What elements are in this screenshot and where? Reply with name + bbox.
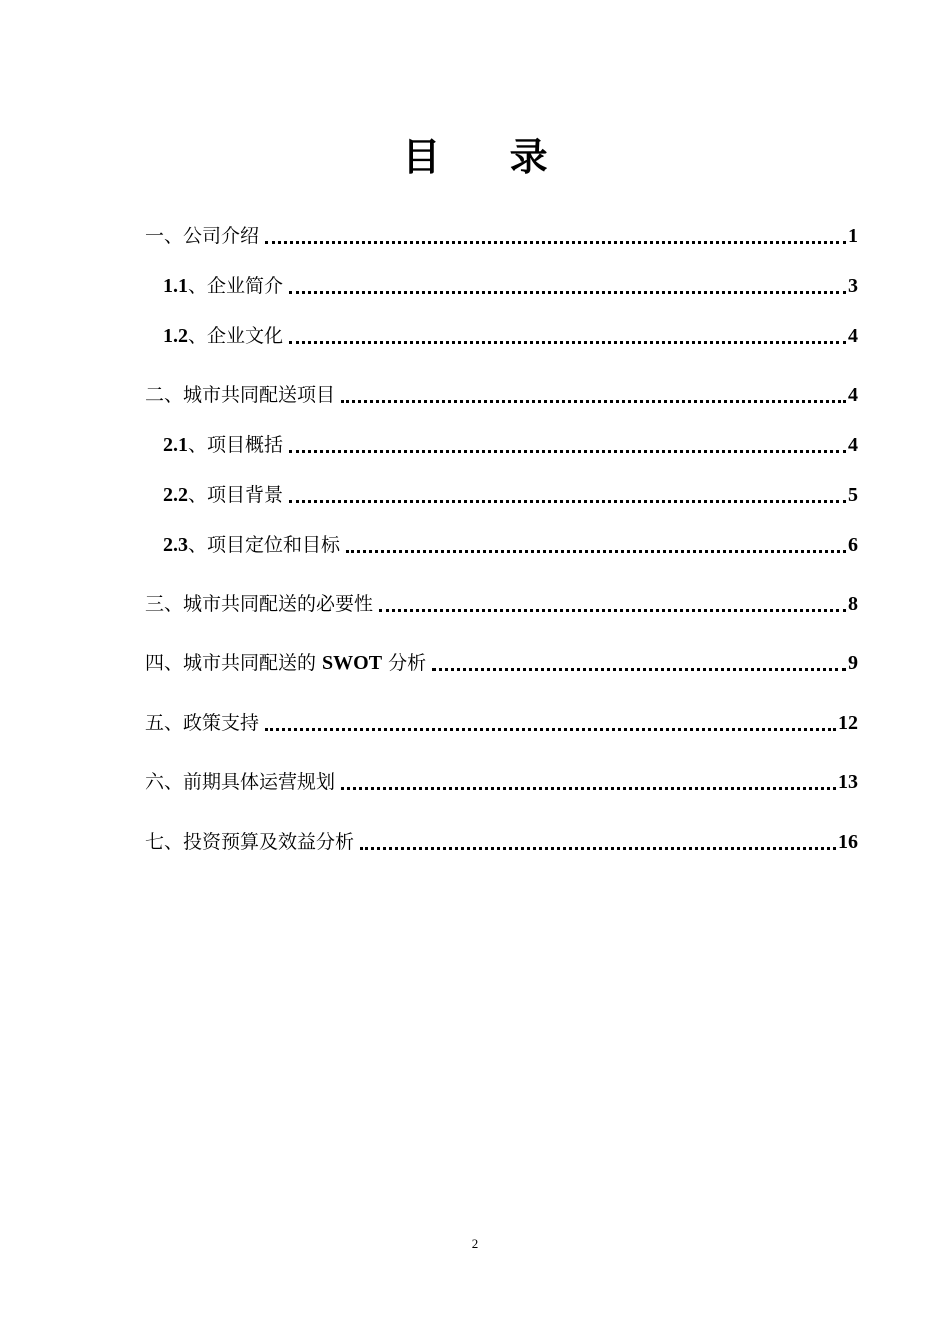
- toc-entry[interactable]: [163, 427, 858, 457]
- page-number: 2: [471, 1236, 479, 1251]
- toc-entry-text: 四、城市共同配送的 SWOT 分析: [145, 652, 427, 674]
- toc-entry-label: [163, 533, 340, 557]
- toc-entry[interactable]: [145, 705, 858, 735]
- toc-entry-label: [163, 433, 283, 457]
- toc-entry-text: 、项目定位和目标: [188, 534, 341, 556]
- toc-entry[interactable]: [145, 218, 858, 248]
- toc-entry-page: 4: [848, 325, 858, 347]
- toc-entry-page: 4: [848, 384, 858, 406]
- toc-dot-leader: [289, 500, 846, 503]
- toc-entry-label: [145, 224, 259, 248]
- toc-entry[interactable]: [145, 645, 858, 675]
- toc-entry-text: 五、政策支持: [145, 712, 260, 734]
- toc-title: 目 录: [402, 135, 576, 179]
- toc-dot-leader: [265, 728, 836, 731]
- toc-entry-label: [145, 651, 426, 675]
- toc-entry-label: [145, 830, 354, 854]
- toc-entry-page: 1: [848, 225, 858, 247]
- toc-entry[interactable]: [145, 824, 858, 854]
- toc-entry-page: 9: [848, 652, 858, 674]
- toc-dot-leader: [289, 291, 846, 294]
- toc-entry-text: 、项目背景: [188, 484, 284, 506]
- toc-entry-page: 12: [838, 712, 858, 734]
- toc-entry-label: [145, 383, 335, 407]
- toc-entry-page: 8: [848, 593, 858, 615]
- toc-entry-text: 六、前期具体运营规划: [145, 771, 336, 793]
- toc-entry-page: 13: [838, 771, 858, 793]
- toc-entry-text: 、企业简介: [188, 275, 284, 297]
- toc-entry-page: 4: [848, 434, 858, 456]
- toc-entry-page: 6: [848, 534, 858, 556]
- toc-entry-text: 、企业文化: [188, 325, 284, 347]
- toc-entry[interactable]: [163, 527, 858, 557]
- toc-entry-page: 5: [848, 484, 858, 506]
- toc-entry-text: 三、城市共同配送的必要性: [145, 593, 374, 615]
- toc-entry-text: 、项目概括: [188, 434, 284, 456]
- toc-entry-text: 七、投资预算及效益分析: [145, 831, 355, 853]
- toc-entry-latin: SWOT: [322, 652, 383, 674]
- toc-entry-label: [163, 483, 283, 507]
- toc-dot-leader: [360, 847, 836, 850]
- toc-entry-label: [163, 274, 283, 298]
- toc-entry[interactable]: [145, 377, 858, 407]
- toc-entry-number: 2.1: [163, 434, 188, 456]
- toc-dot-leader: [265, 241, 846, 244]
- toc-entry[interactable]: [163, 268, 858, 298]
- toc-entry[interactable]: [145, 764, 858, 794]
- toc-entry-number: 1.1: [163, 275, 188, 297]
- toc-entry-page: 3: [848, 275, 858, 297]
- toc-entry-text: 一、公司介绍: [145, 225, 260, 247]
- toc-entry-page: 16: [838, 831, 858, 853]
- toc-dot-leader: [289, 450, 846, 453]
- toc-dot-leader: [341, 787, 836, 790]
- toc-entry[interactable]: [145, 586, 858, 616]
- toc-entry[interactable]: [163, 477, 858, 507]
- toc-dot-leader: [432, 668, 846, 671]
- toc-entry-text: 二、城市共同配送项目: [145, 384, 336, 406]
- toc-entry-label: [145, 711, 259, 735]
- toc-dot-leader: [379, 609, 846, 612]
- toc-entry-label: [163, 324, 283, 348]
- toc-dot-leader: [289, 341, 846, 344]
- toc-entry-label: [145, 770, 335, 794]
- toc-entry[interactable]: [163, 318, 858, 348]
- toc-dot-leader: [346, 550, 846, 553]
- toc-entry-number: 2.3: [163, 534, 188, 556]
- toc-entry-number: 1.2: [163, 325, 188, 347]
- toc-entry-label: [145, 592, 373, 616]
- toc-entry-number: 2.2: [163, 484, 188, 506]
- toc-dot-leader: [341, 400, 846, 403]
